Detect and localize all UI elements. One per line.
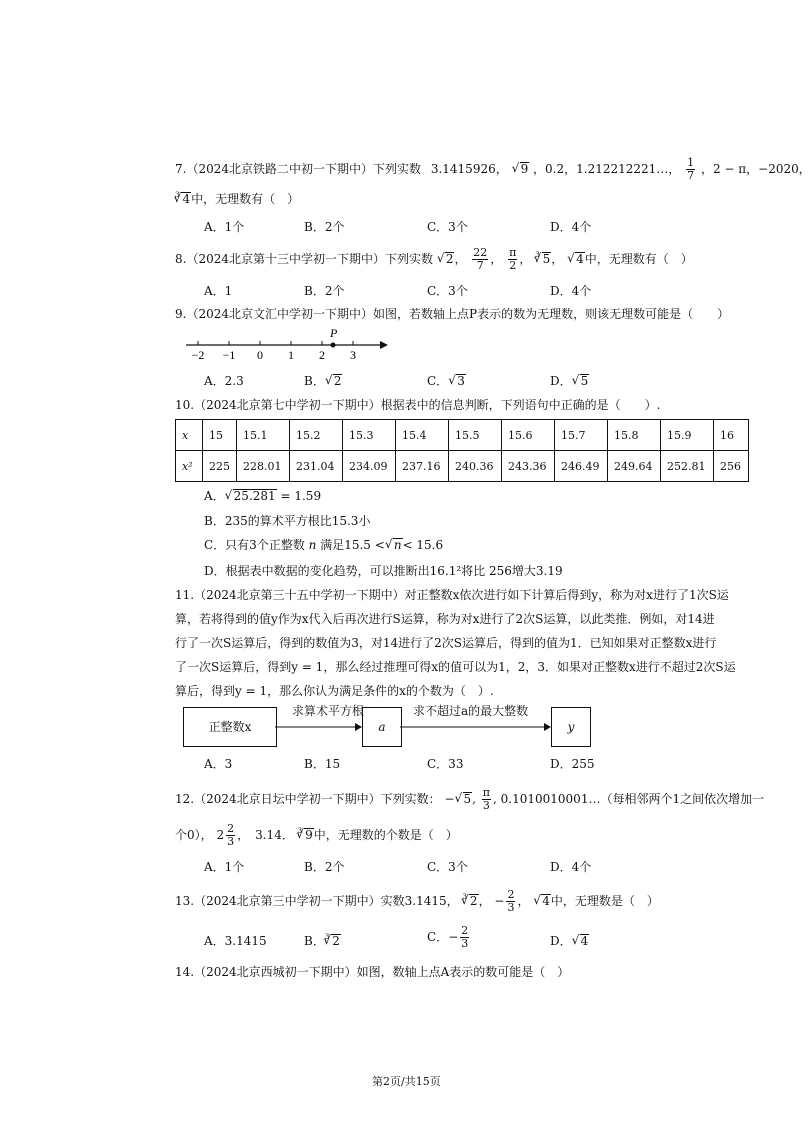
table-cell: 15.4 [396, 420, 449, 451]
table-cell: 249.64 [608, 451, 661, 482]
tick-label: −1 [222, 348, 236, 362]
tick-label: 3 [350, 348, 356, 362]
table-cell: 15.8 [608, 420, 661, 451]
q7-option-b[interactable]: B．2个 [304, 220, 345, 234]
q7-option-a[interactable]: A．1个 [204, 220, 245, 234]
q11-option-c[interactable]: C．33 [427, 757, 464, 771]
q12-option-a[interactable]: A．1个 [204, 860, 245, 874]
q12-line2: 个0）， 2 $\frac{2}{3}$ ， 3.14． $^3$√ 9中，无理数的个数是（ ） [175, 823, 458, 848]
q13-option-c[interactable]: C．− $\frac{2}{3}$ [427, 924, 469, 950]
q8-option-c[interactable]: C．3个 [427, 284, 468, 298]
q8-stem: 8.（2024北京第十三中学初一下期中）下列实数 √ 2， $\frac{22}{7}$ ， $\frac{\pi}{2}$ ， $^3$√ 5， √ 4中，无理数有（ ） [175, 247, 693, 272]
table-cell: 237.16 [396, 451, 449, 482]
q9-option-a[interactable]: A．2.3 [204, 374, 244, 388]
q13-option-b[interactable]: B．$^3$√ 2 [304, 932, 341, 949]
table-cell: 256 [714, 451, 749, 482]
table-cell: 15.6 [502, 420, 555, 451]
q8-option-a[interactable]: A．1 [204, 284, 233, 298]
q9-option-b[interactable]: B．√ 2 [304, 372, 342, 389]
q14-stem: 14.（2024北京西城初一下期中）如图，数轴上点A表示的数可能是（ ） [175, 965, 570, 979]
fraction-1-7: $\frac{1}{7}$ [687, 156, 695, 182]
q10-stem: 10.（2024北京第七中学初一下期中）根据表中的信息判断，下列语句中正确的是（ ）. [175, 398, 661, 412]
table-cell: 234.09 [343, 451, 396, 482]
q10-option-d[interactable]: D．根据表中数据的变化趋势，可以推断出16.1²将比 256增大3.19 [204, 564, 563, 578]
q12-option-c[interactable]: C．3个 [427, 860, 468, 874]
table-cell: 243.36 [502, 451, 555, 482]
point-p-label: P [330, 326, 338, 340]
q8-option-d[interactable]: D．4个 [550, 284, 592, 298]
page-footer: 第2页/共15页 [372, 1075, 441, 1088]
q13-stem: 13.（2024北京第三中学初一下期中）实数3.1415， $^3$√ 2， − $\frac{2}{3}$ ， √ 4中，无理数是（ ） [175, 889, 659, 914]
q13-option-d[interactable]: D．√ 4 [550, 932, 589, 949]
q8-option-b[interactable]: B．2个 [304, 284, 345, 298]
q11-option-a[interactable]: A．3 [204, 757, 233, 771]
tick-label: 0 [257, 348, 263, 362]
q7-line2: $^3$√ 4中，无理数有（ ） [175, 190, 299, 207]
point-p [331, 343, 336, 348]
table-cell: 252.81 [661, 451, 714, 482]
q10-option-a[interactable]: A．√ 25.281 = 1.59 [204, 487, 321, 504]
table-cell: 16 [714, 420, 749, 451]
table-cell: 228.01 [237, 451, 290, 482]
sqrt-9: √ 9 [512, 162, 530, 176]
table-cell: 225 [203, 451, 237, 482]
flow-arrow-label-floor: 求不超过a的最大整数 [413, 704, 529, 718]
flow-box-y: y [551, 707, 591, 747]
q10-option-c[interactable]: C．只有3个正整数 n 满足15.5 <√ n< 15.6 [204, 536, 443, 553]
q12-option-b[interactable]: B．2个 [304, 860, 345, 874]
q7-option-d[interactable]: D．4个 [550, 220, 592, 234]
table-cell: 15 [203, 420, 237, 451]
q12-line1: 12.（2024北京日坛中学初一下期中）下列实数： −√ 5, $\frac{\pi}{3}$ , 0.1010010001…（每相邻两个1之间依次增加一 [175, 787, 764, 812]
table-cell: x [176, 420, 203, 451]
flow-arrow-label-sqrt: 求算术平方根 [292, 704, 365, 718]
table-cell: x² [176, 451, 203, 482]
cbrt-4: √ 4 [173, 192, 191, 206]
tick-label: 2 [319, 348, 325, 362]
flow-box-a: a [362, 707, 402, 747]
table-cell: 15.9 [661, 420, 714, 451]
q11-line: 算，若将得到的值y作为x代入后再次进行S运算，称为对x进行了2次S运算，以此类推．例如，对14进 [175, 612, 715, 626]
q11-line: 11.（2024北京第三十五中学初一下期中）对正整数x依次进行如下计算后得到y，称为对x进行了1次S运 [175, 588, 729, 602]
table-cell: 246.49 [555, 451, 608, 482]
table-cell: 15.7 [555, 420, 608, 451]
q7-line1: 7.（2024北京铁路二中初一下期中）下列实数 3.1415926， √ 9 ，0.2，1.212212221…， $\frac{1}{7}$ ，2 − π，−2020， [175, 157, 811, 182]
tick-label: −2 [191, 348, 205, 362]
q13-option-a[interactable]: A．3.1415 [204, 934, 267, 948]
q9-number-line [180, 325, 390, 361]
table-row [176, 420, 749, 451]
q10-option-b[interactable]: B．235的算术平方根比15.3小 [204, 514, 371, 528]
q11-option-b[interactable]: B．15 [304, 757, 341, 771]
q11-line: 行了一次S运算后，得到的数值为3，对14进行了2次S运算后，得到的值为1．已知如果对正整数x进行 [175, 636, 717, 650]
q11-line: 了一次S运算后，得到y = 1，那么经过推理可得x的值可以为1，2，3．如果对正整数x进行不超过2次S运 [175, 660, 736, 674]
flow-arrows [275, 720, 553, 734]
q11-line: 算后，得到y = 1，那么你认为满足条件的x的个数为（ ）. [175, 684, 494, 698]
q11-option-d[interactable]: D．255 [550, 757, 595, 771]
square-table [175, 419, 749, 482]
q9-stem: 9.（2024北京文汇中学初一下期中）如图，若数轴上点P表示的数为无理数，则该无理数可能是（ ） [175, 307, 730, 321]
q7-option-c[interactable]: C．3个 [427, 220, 468, 234]
table-cell: 15.2 [290, 420, 343, 451]
q9-option-c[interactable]: C．√ 3 [427, 372, 466, 389]
table-cell: 240.36 [449, 451, 502, 482]
table-cell: 15.1 [237, 420, 290, 451]
q9-option-d[interactable]: D．√ 5 [550, 372, 589, 389]
q12-option-d[interactable]: D．4个 [550, 860, 592, 874]
tick-label: 1 [288, 348, 294, 362]
table-row [176, 451, 749, 482]
table-cell: 15.5 [449, 420, 502, 451]
table-cell: 15.3 [343, 420, 396, 451]
table-cell: 231.04 [290, 451, 343, 482]
flow-box-input: 正整数x [183, 707, 277, 747]
